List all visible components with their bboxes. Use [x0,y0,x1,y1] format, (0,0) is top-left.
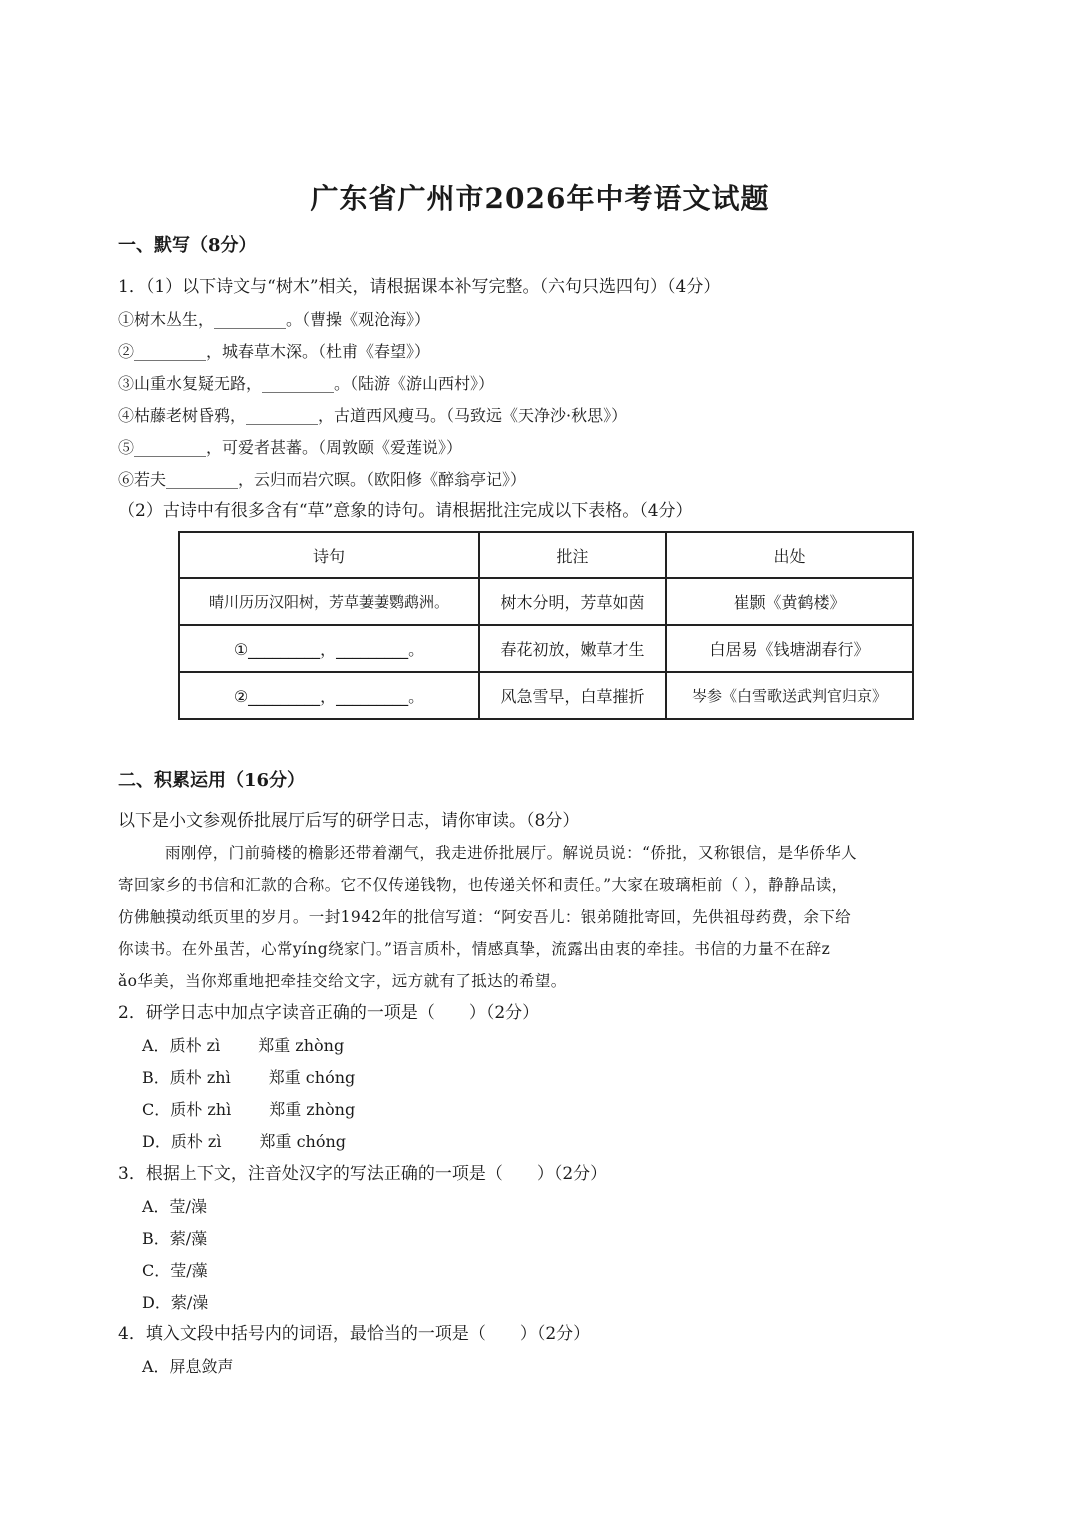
question-1-part-2: （2）古诗中有很多含有“草”意象的诗句。请根据批注完成以下表格。（4分） [118,501,693,521]
journal-paragraph-line: 仿佛触摸动纸页里的岁月。一封1942年的批信写道：“阿安吾儿：银弟随批寄回，先供祖母药费，余下给 [118,908,852,926]
question-2-stem: 2．研学日志中加点字读音正确的一项是（ ）（2分） [118,1003,540,1023]
table-cell: 树木分明，芳草如茵 [479,578,666,625]
fill-line-2: ②_________，城春草木深。（杜甫《春望》） [118,342,431,361]
table-row [179,625,913,672]
table-cell: 春花初放，嫩草才生 [479,625,666,672]
question-2-option-b [142,1070,355,1086]
fill-line-1: ①树木丛生，_________。（曹操《观沧海》） [118,310,431,329]
option-part-a: 质朴 zì [169,1036,221,1055]
page-title: 广东省广州市2026年中考语文试题 [310,182,770,215]
table-header-cell: 批注 [479,532,666,578]
table-cell: 岑参《白雪歌送武判官归京》 [666,672,913,719]
poetry-table [178,531,914,720]
fill-line-4: ④枯藤老树昏鸦，_________，古道西风瘦马。（马致远《天净沙·秋思》） [118,406,628,425]
option-part-b: 郑重 chóng [268,1068,356,1087]
question-3-option-d: D．萦/澡 [142,1293,209,1312]
question-3-option-c: C．莹/藻 [142,1261,208,1280]
question-2-option-a [142,1038,344,1054]
fill-line-6: ⑥若夫_________，云归而岩穴暝。（欧阳修《醉翁亭记》） [118,470,527,489]
option-letter: B． [142,1068,170,1087]
table-row [179,672,913,719]
option-part-b: 郑重 chóng [259,1132,347,1151]
option-letter: D． [142,1132,171,1151]
option-part-b: 郑重 zhòng [258,1036,345,1055]
table-row [179,578,913,625]
question-3-option-a: A．莹/澡 [142,1197,207,1216]
option-part-a: 质朴 zì [170,1132,222,1151]
journal-paragraph-line: 寄回家乡的书信和汇款的合称。它不仅传递钱物，也传递关怀和责任。”大家在玻璃柜前（ ），静静品读， [118,876,848,894]
section-1-heading: 一、默写（8分） [118,235,257,256]
question-4-option-a: A．屏息敛声 [142,1357,234,1376]
question-4-stem: 4．填入文段中括号内的词语，最恰当的一项是（ ）（2分） [118,1324,591,1344]
option-part-a: 质朴 zhì [170,1100,232,1119]
fill-line-5: ⑤_________，可爱者甚蕃。（周敦颐《爱莲说》） [118,438,463,457]
question-3-stem: 3．根据上下文，注音处汉字的写法正确的一项是（ ）（2分） [118,1164,608,1184]
question-2-option-c [142,1102,355,1118]
question-3-option-b: B．萦/藻 [142,1229,208,1248]
table-cell: ②_________，_________。 [179,672,479,719]
table-cell: 白居易《钱塘湖春行》 [666,625,913,672]
question-1-part-1: 1．（1）以下诗文与“树木”相关，请根据课本补写完整。（六句只选四句）（4分） [118,277,721,297]
journal-paragraph-line: 雨刚停，门前骑楼的檐影还带着潮气，我走进侨批展厅。解说员说：“侨批，又称银信，是华侨华人 [165,844,858,862]
table-cell: 晴川历历汉阳树，芳草萋萋鹦鹉洲。 [179,578,479,625]
option-letter: A． [142,1036,170,1055]
section-2-heading: 二、积累运用（16分） [118,770,306,791]
table-header-cell: 出处 [666,532,913,578]
table-cell: 风急雪早，白草摧折 [479,672,666,719]
fill-line-3: ③山重水复疑无路，_________。（陆游《游山西村》） [118,374,495,393]
table-cell: 崔颢《黄鹤楼》 [666,578,913,625]
journal-paragraph-line: 你读书。在外虽苦，心常yíng绕家门。”语言质朴，情感真挚，流露出由衷的牵挂。书信的力量不在辞z [118,940,831,958]
reading-intro: 以下是小文参观侨批展厅后写的研学日志，请你审读。（8分） [118,811,580,831]
option-part-b: 郑重 zhòng [269,1100,356,1119]
table-header-row [179,532,913,578]
table-cell: ①_________，_________。 [179,625,479,672]
option-part-a: 质朴 zhì [169,1068,231,1087]
option-letter: C． [142,1100,171,1119]
question-2-option-d [142,1134,346,1150]
journal-paragraph-line: ǎo华美，当你郑重地把牵挂交给文字，远方就有了抵达的希望。 [118,972,567,990]
table-header-cell: 诗句 [179,532,479,578]
